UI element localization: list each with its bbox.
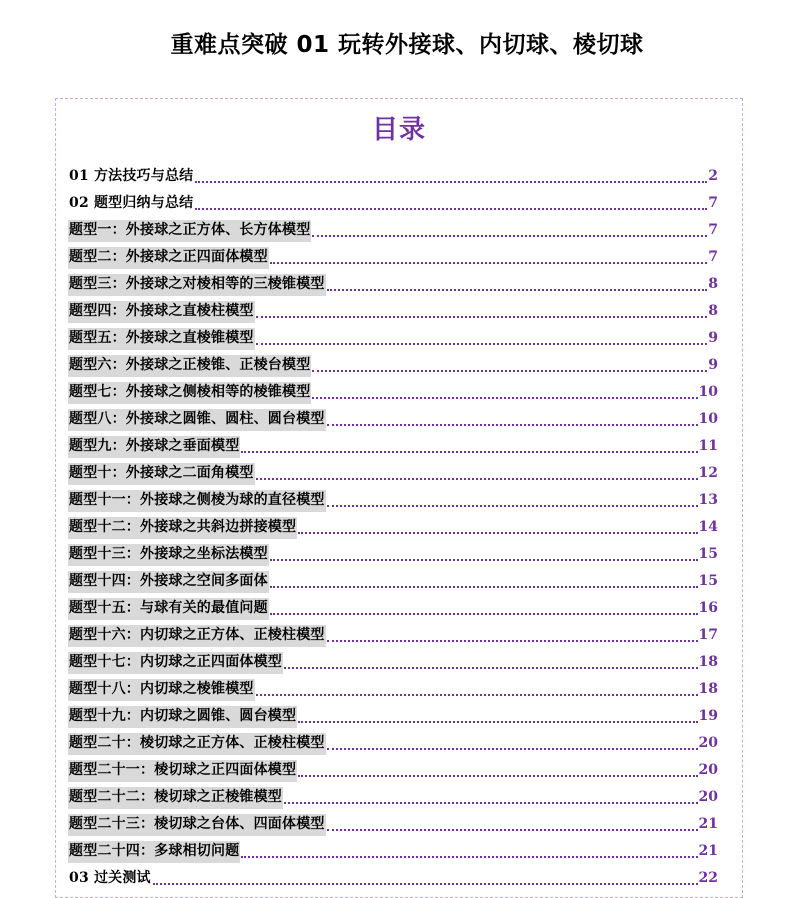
dot-leader — [270, 558, 698, 561]
dot-leader — [256, 315, 708, 318]
dot-leader — [256, 693, 698, 696]
toc-entry-page: 20 — [698, 735, 718, 751]
toc-entry-page: 20 — [698, 789, 718, 805]
toc-entry-page: 9 — [708, 357, 718, 373]
toc-entry-type-20[interactable] — [68, 728, 718, 755]
toc-entry-type-3[interactable] — [68, 269, 718, 296]
toc-entry-label: 题型五：外接球之直棱锥模型 — [68, 328, 255, 350]
toc-entry-page: 18 — [698, 654, 718, 670]
toc-entry-label: 题型二十：棱切球之正方体、正棱柱模型 — [68, 733, 326, 755]
toc-entry-type-19[interactable] — [68, 701, 718, 728]
toc-entry-type-14[interactable] — [68, 566, 718, 593]
toc-entry-label: 题型十：外接球之二面角模型 — [68, 463, 255, 485]
dot-leader — [241, 855, 697, 858]
toc-entry-label: 题型二十一：棱切球之正四面体模型 — [68, 760, 297, 782]
toc-entry-page: 15 — [698, 573, 718, 589]
toc-entry-label: 题型十四：外接球之空间多面体 — [68, 571, 269, 593]
toc-entry-label: 题型六：外接球之正棱锥、正棱台模型 — [68, 355, 311, 377]
dot-leader — [284, 801, 698, 804]
toc-entry-page: 9 — [708, 330, 718, 346]
toc-entry-label: 题型七：外接球之侧棱相等的棱锥模型 — [68, 382, 311, 404]
toc-entry-type-11[interactable] — [68, 485, 718, 512]
toc-entry-page: 2 — [708, 168, 718, 184]
toc-entry-label: 02 题型归纳与总结 — [69, 195, 194, 211]
toc-entry-page: 7 — [708, 222, 718, 238]
toc-entry-page: 13 — [698, 492, 718, 508]
toc-entry-review-test[interactable] — [68, 863, 718, 890]
dot-leader — [298, 720, 697, 723]
dot-leader — [270, 585, 698, 588]
toc-entry-page: 7 — [708, 195, 718, 211]
toc-entry-page: 7 — [708, 249, 718, 265]
toc-entry-page: 21 — [698, 843, 718, 859]
toc-entry-label: 题型二十四：多球相切问题 — [68, 841, 240, 863]
dot-leader — [312, 396, 697, 399]
dot-leader — [270, 612, 698, 615]
dot-leader — [241, 450, 697, 453]
toc-entry-type-7[interactable] — [68, 377, 718, 404]
toc-entry-page: 22 — [698, 870, 718, 886]
dot-leader — [153, 882, 698, 885]
toc-entry-label: 题型三：外接球之对棱相等的三棱锥模型 — [68, 274, 326, 296]
toc-entry-label: 题型八：外接球之圆锥、圆柱、圆台模型 — [68, 409, 326, 431]
toc-entry-type-12[interactable] — [68, 512, 718, 539]
toc-entry-page: 18 — [698, 681, 718, 697]
toc-entry-type-16[interactable] — [68, 620, 718, 647]
toc-entry-label: 题型四：外接球之直棱柱模型 — [68, 301, 255, 323]
toc-entry-type-22[interactable] — [68, 782, 718, 809]
dot-leader — [298, 774, 697, 777]
toc-entry-type-24[interactable] — [68, 836, 718, 863]
dot-leader — [298, 531, 697, 534]
dot-leader — [327, 828, 698, 831]
toc-entry-label: 题型十二：外接球之共斜边拼接模型 — [68, 517, 297, 539]
toc-entry-type-10[interactable] — [68, 458, 718, 485]
toc-entry-label: 题型二十二：棱切球之正棱锥模型 — [68, 787, 283, 809]
dot-leader — [256, 477, 698, 480]
dot-leader — [327, 639, 698, 642]
dot-leader — [327, 423, 698, 426]
toc-entry-label: 题型十六：内切球之正方体、正棱柱模型 — [68, 625, 326, 647]
document-title: 重难点突破 01 玩转外接球、内切球、棱切球 — [170, 32, 644, 58]
dot-leader — [327, 288, 708, 291]
toc-entry-label: 题型十三：外接球之坐标法模型 — [68, 544, 269, 566]
toc-entry-type-18[interactable] — [68, 674, 718, 701]
toc-entry-label: 题型十五：与球有关的最值问题 — [68, 598, 269, 620]
toc-entry-type-17[interactable] — [68, 647, 718, 674]
dot-leader — [195, 207, 707, 210]
toc-list — [68, 161, 718, 890]
toc-entry-page: 16 — [698, 600, 718, 616]
toc-entry-type-9[interactable] — [68, 431, 718, 458]
toc-entry-type-1[interactable] — [68, 215, 718, 242]
dot-leader — [327, 747, 698, 750]
toc-entry-type-8[interactable] — [68, 404, 718, 431]
toc-entry-page: 12 — [698, 465, 718, 481]
toc-entry-page: 8 — [708, 303, 718, 319]
toc-entry-type-15[interactable] — [68, 593, 718, 620]
toc-entry-page: 8 — [708, 276, 718, 292]
toc-entry-type-21[interactable] — [68, 755, 718, 782]
dot-leader — [284, 666, 698, 669]
toc-heading: 目录 — [371, 115, 426, 145]
toc-entry-page: 14 — [698, 519, 718, 535]
toc-entry-question-types[interactable] — [68, 188, 718, 215]
toc-entry-label: 题型十九：内切球之圆锥、圆台模型 — [68, 706, 297, 728]
dot-leader — [256, 342, 708, 345]
toc-entry-label: 题型十一：外接球之侧棱为球的直径模型 — [68, 490, 326, 512]
toc-entry-page: 20 — [698, 762, 718, 778]
toc-entry-type-6[interactable] — [68, 350, 718, 377]
toc-entry-type-5[interactable] — [68, 323, 718, 350]
toc-entry-type-13[interactable] — [68, 539, 718, 566]
toc-entry-label: 题型二十三：棱切球之台体、四面体模型 — [68, 814, 326, 836]
toc-entry-page: 15 — [698, 546, 718, 562]
toc-entry-page: 11 — [698, 438, 718, 454]
toc-entry-type-4[interactable] — [68, 296, 718, 323]
toc-entry-label: 题型九：外接球之垂面模型 — [68, 436, 240, 458]
toc-entry-page: 19 — [698, 708, 718, 724]
dot-leader — [270, 261, 707, 264]
toc-entry-type-23[interactable] — [68, 809, 718, 836]
dot-leader — [327, 504, 698, 507]
toc-entry-label: 01 方法技巧与总结 — [69, 168, 194, 184]
toc-entry-page: 10 — [698, 384, 718, 400]
toc-entry-label: 题型一：外接球之正方体、长方体模型 — [68, 220, 311, 242]
toc-entry-label: 题型十七：内切球之正四面体模型 — [68, 652, 283, 674]
dot-leader — [312, 369, 707, 372]
toc-entry-page: 17 — [698, 627, 718, 643]
toc-entry-label: 03 过关测试 — [69, 870, 151, 886]
toc-entry-type-2[interactable] — [68, 242, 718, 269]
toc-entry-page: 21 — [698, 816, 718, 832]
toc-entry-label: 题型二：外接球之正四面体模型 — [68, 247, 269, 269]
table-of-contents — [55, 98, 743, 898]
toc-entry-label: 题型十八：内切球之棱锥模型 — [68, 679, 255, 701]
toc-entry-methods[interactable] — [68, 161, 718, 188]
dot-leader — [312, 234, 707, 237]
toc-entry-page: 10 — [698, 411, 718, 427]
dot-leader — [195, 180, 707, 183]
